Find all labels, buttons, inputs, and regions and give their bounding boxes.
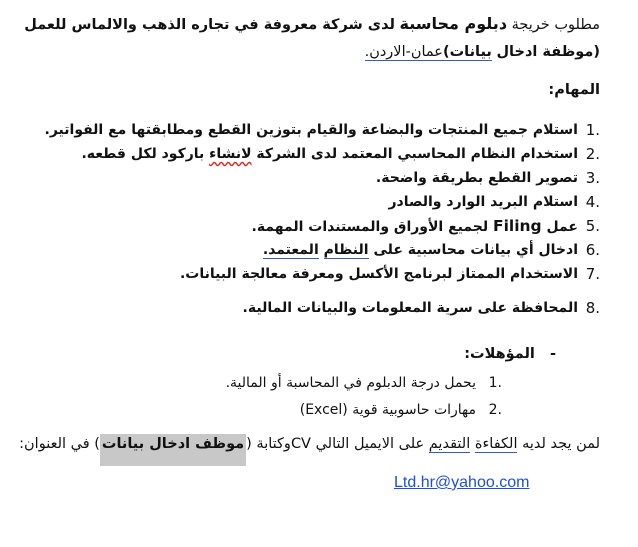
item-text: المحافظة على سرية المعلومات والبيانات المالية. [242, 300, 578, 316]
intro-text: مطلوب خريجة [511, 17, 600, 33]
item-text: استلام جميع المنتجات والبضاعة والقيام بتوزين القطع ومطابقتها مع الفواتير. [44, 122, 578, 138]
qualifications-list [226, 370, 502, 424]
item-number: 8. [585, 299, 600, 317]
item-text-underlined: النظام [323, 242, 369, 258]
item-text-english: Filing [493, 217, 542, 235]
item-text: استلام البريد الوارد والصادر [388, 194, 578, 210]
bullet-dash: - [549, 346, 556, 362]
apply-text-underlined: الكفاءة [474, 436, 518, 452]
list-item [40, 190, 600, 214]
item-number: 1. [585, 121, 600, 139]
intro-line-2 [365, 44, 600, 60]
item-number: 4. [585, 193, 600, 211]
intro-line-1 [24, 14, 600, 33]
tasks-heading: المهام: [548, 82, 600, 98]
email-link[interactable]: Ltd.hr@yahoo.com [394, 474, 530, 491]
list-item [40, 166, 600, 190]
list-item [40, 238, 600, 262]
subject-highlight: موظف ادخال بيانات [100, 434, 246, 466]
item-number: 2. [488, 402, 502, 418]
item-text: ادخال أي بيانات محاسبية على [373, 242, 578, 258]
list-item [40, 214, 600, 238]
item-number: 2. [585, 145, 600, 163]
list-item [40, 262, 600, 286]
item-text-underlined: المعتمد. [262, 242, 319, 258]
item-text: عمل [546, 219, 578, 235]
job-title-a: (موظفة ادخال [496, 44, 600, 60]
item-number: 3. [585, 169, 600, 187]
item-number: 1. [488, 375, 502, 391]
item-number: 6. [585, 241, 600, 259]
qualifications-heading [464, 346, 556, 362]
intro-company: لدى شركة معروفة في تجاره الذهب والالماس للعمل [24, 17, 395, 33]
job-title-b: بيانات) [442, 44, 492, 60]
intro-degree: دبلوم محاسبة [399, 14, 508, 33]
apply-text: لمن يجد لديه [522, 436, 600, 452]
item-text: الاستخدام الممتاز لبرنامج الأكسل ومعرفة معالجة البيانات. [179, 266, 578, 282]
item-number: 7. [585, 265, 600, 283]
item-text: تصوير القطع بطريقة واضحة. [375, 170, 578, 186]
qualifications-heading-text: المؤهلات: [464, 346, 535, 362]
apply-text: ) في العنوان: [19, 436, 100, 452]
item-text: مهارات حاسوبية قوية (Excel) [299, 402, 476, 418]
item-text: لجميع الأوراق والمستندات المهمة. [251, 219, 489, 235]
item-text: استخدام النظام المحاسبي المعتمد لدى الشركة [256, 146, 578, 162]
list-item [40, 118, 600, 142]
item-text: باركود لكل قطعه. [81, 146, 205, 162]
apply-text-underlined: التقديم [428, 436, 471, 452]
apply-text: على الايميل التالي CVوكتابة ( [246, 436, 425, 452]
item-text-misspelled: لانشاء [209, 146, 252, 162]
tasks-list [40, 118, 600, 320]
job-location: عمان-الاردن. [364, 44, 443, 60]
apply-instructions [19, 436, 600, 452]
list-item [40, 142, 600, 166]
list-item [40, 296, 600, 320]
list-item [226, 370, 502, 397]
item-number: 5. [585, 217, 600, 235]
item-text: يحمل درجة الدبلوم في المحاسبة أو المالية. [225, 375, 476, 391]
list-item [226, 397, 502, 424]
